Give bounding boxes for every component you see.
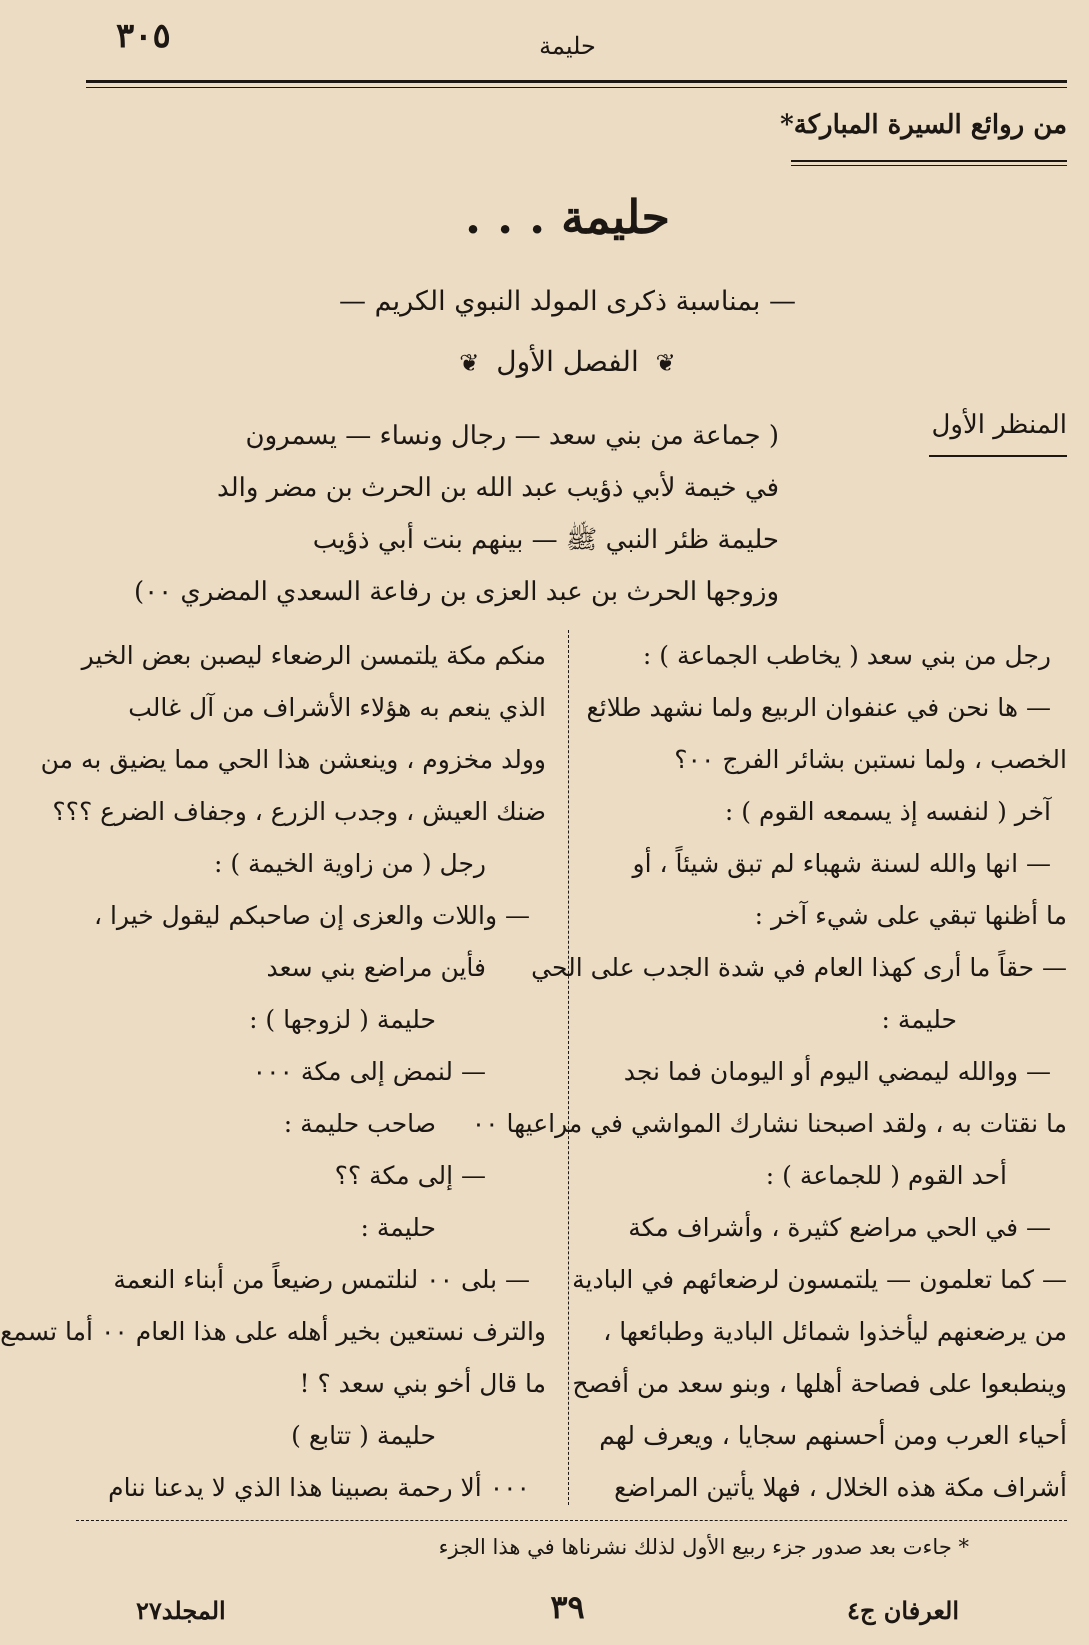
series-rule-thin	[791, 165, 1067, 166]
stage-directions	[134, 410, 779, 618]
text-line: — انها والله لسنة شهباء لم تبق شيئاً ، أو	[632, 849, 1051, 878]
text-line: أحياء العرب ومن أحسنهم سجايا ، ويعرف لهم	[599, 1421, 1067, 1450]
text-line: فأين مراضع بني سعد	[266, 953, 486, 982]
text-line: أحد القوم ( للجماعة ) :	[765, 1161, 1007, 1190]
text-line: — حقاً ما أرى كهذا العام في شدة الجدب على الحي	[531, 953, 1067, 982]
text-line: حليمة ( لزوجها ) :	[249, 1005, 436, 1034]
folio-number: ٣٩	[550, 1588, 585, 1626]
text-line: ضنك العيش ، وجدب الزرع ، وجفاف الضرع ؟؟؟	[52, 797, 546, 826]
right-column	[471, 630, 1067, 1514]
footnote-rule	[76, 1520, 1067, 1521]
page-number: ٣٠٥	[116, 16, 171, 56]
text-line: وينطبعوا على فصاحة أهلها ، وبنو سعد من أفصح	[572, 1369, 1067, 1398]
series-rule	[791, 160, 1067, 162]
stage-line: حليمة ظئر النبي ﷺ — بينهم بنت أبي ذؤيب	[312, 525, 779, 555]
chapter-heading	[46, 345, 1089, 378]
stage-line: وزوجها الحرث بن عبد العزى بن رفاعة السعدي المضري ٠٠)	[134, 577, 779, 607]
text-line: صاحب حليمة :	[283, 1109, 436, 1138]
scene-rule	[929, 455, 1067, 457]
text-line: حليمة :	[881, 1005, 957, 1034]
text-line: الخصب ، ولما نستبن بشائر الفرج ٠٠؟	[674, 745, 1067, 774]
column-divider	[568, 630, 569, 1505]
text-line: — ها نحن في عنفوان الربيع ولما نشهد طلائع	[586, 693, 1051, 722]
text-line: — ووالله ليمضي اليوم أو اليومان فما نجد	[623, 1057, 1051, 1086]
text-line: ٠٠٠ ألا رحمة بصبينا هذا الذي لا يدعنا ننام	[108, 1473, 530, 1502]
text-line: من يرضعنهم ليأخذوا شمائل البادية وطبائعها ،	[603, 1317, 1067, 1346]
footnote: * جاءت بعد صدور جزء ربيع الأول لذلك نشرناها في هذا الجزء	[438, 1535, 969, 1559]
article-subtitle: — بمناسبة ذكرى المولد النبوي الكريم —	[339, 286, 796, 317]
text-line: وولد مخزوم ، وينعشن هذا الحي مما يضيق به من	[40, 745, 546, 774]
chapter-label: الفصل الأول	[496, 345, 639, 378]
scene-label: المنظر الأول	[931, 410, 1067, 440]
journal-name: العرفان ج٤	[847, 1596, 959, 1625]
text-line: — في الحي مراضع كثيرة ، وأشراف مكة	[628, 1213, 1051, 1242]
ornament-right: ❦	[655, 349, 676, 377]
text-line: آخر ( لنفسه إذ يسمعه القوم ) :	[724, 797, 1051, 826]
stage-line: في خيمة لأبي ذؤيب عبد الله بن الحرث بن مضر والد	[217, 473, 779, 503]
text-line: — واللات والعزى إن صاحبكم ليقول خيرا ،	[93, 901, 530, 930]
header-rule-thin	[86, 87, 1067, 88]
text-line: — لنمض إلى مكة ٠٠٠	[252, 1057, 486, 1086]
text-line: رجل ( من زاوية الخيمة ) :	[213, 849, 486, 878]
stage-line: ( جماعة من بني سعد — رجال ونساء — يسمرون	[245, 421, 779, 451]
text-line: والترف نستعين بخير أهله على هذا العام ٠٠ أما تسمع	[0, 1317, 546, 1346]
text-line: ما أظنها تبقي على شيء آخر :	[754, 901, 1067, 930]
left-column	[0, 630, 546, 1514]
text-line: رجل من بني سعد ( يخاطب الجماعة ) :	[642, 641, 1051, 670]
text-line: — إلى مكة ؟؟	[334, 1161, 486, 1190]
text-line: ما قال أخو بني سعد ؟ !	[299, 1369, 546, 1398]
text-line: — كما تعلمون — يلتمسون لرضعائهم في البادية	[572, 1265, 1067, 1294]
ornament-left: ❦	[459, 349, 480, 377]
article-title: حليمة . . .	[465, 190, 670, 244]
series-label: من روائع السيرة المباركة*	[780, 110, 1067, 140]
text-line: — بلى ٠٠ لنلتمس رضيعاً من أبناء النعمة	[113, 1265, 530, 1294]
header-rule	[86, 80, 1067, 83]
text-line: أشراف مكة هذه الخلال ، فهلا يأتين المراضع	[614, 1473, 1067, 1502]
text-line: ما نقتات به ، ولقد اصبحنا نشارك المواشي في مراعيها ٠٠	[471, 1109, 1067, 1138]
running-title: حليمة	[539, 32, 596, 60]
text-line: حليمة ( تتابع )	[291, 1421, 436, 1450]
volume-label: المجلد٢٧	[136, 1596, 226, 1625]
text-line: منكم مكة يلتمسن الرضعاء ليصبن بعض الخير	[81, 641, 546, 670]
text-line: حليمة :	[360, 1213, 436, 1242]
text-line: الذي ينعم به هؤلاء الأشراف من آل غالب	[128, 693, 546, 722]
